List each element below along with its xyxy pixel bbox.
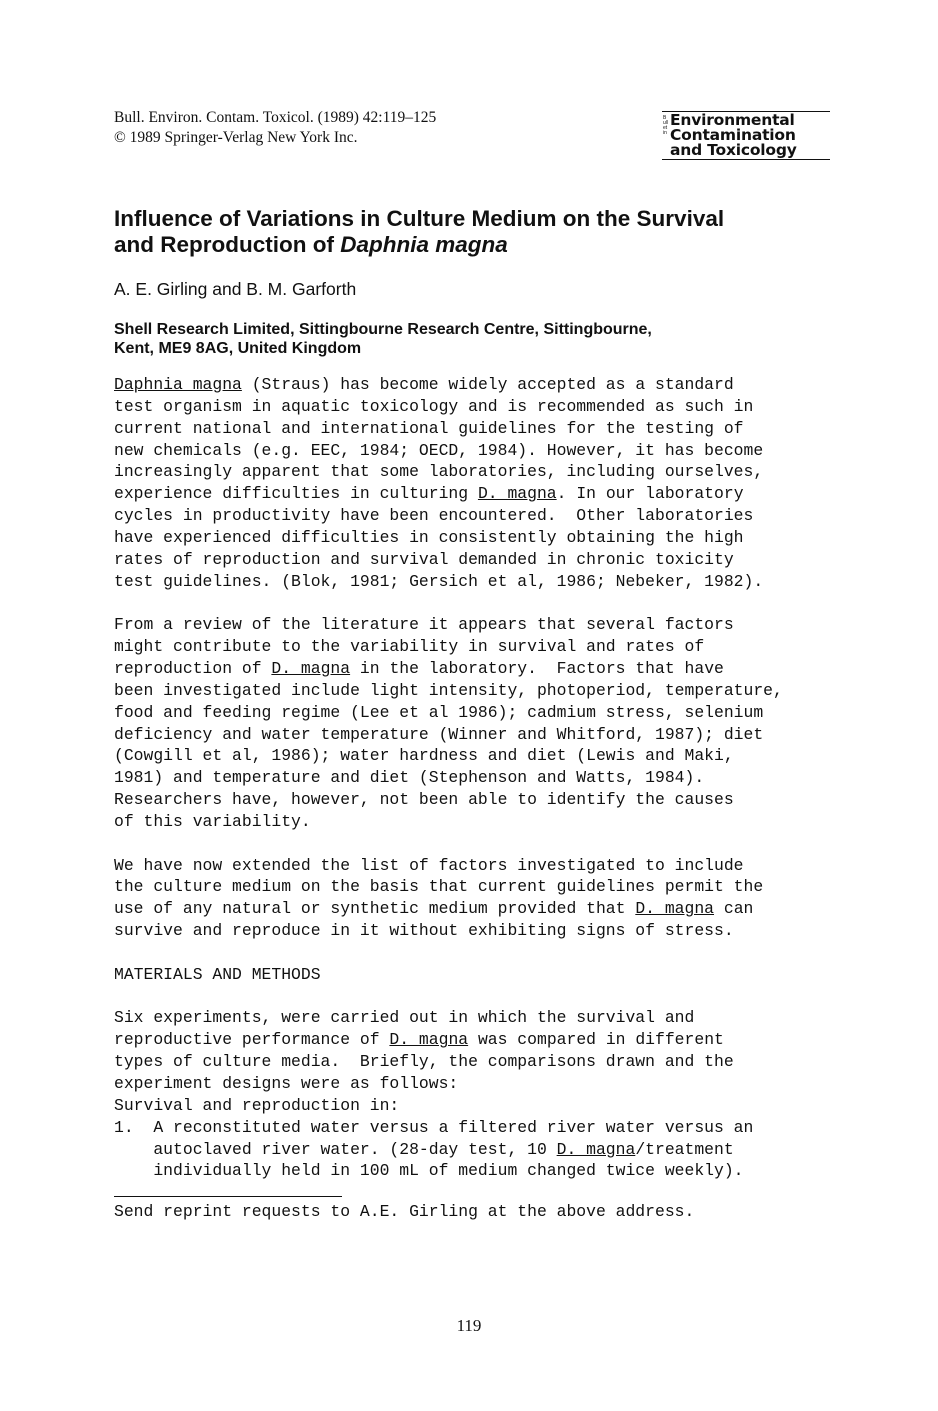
title-line-1: Influence of Variations in Culture Medium on the Survival [114,206,725,231]
paragraph-2: From a review of the literature it appears that several factors might contribute to the variability in survival and rates of reproduction of D. magna in the laboratory. Factors that have been investigated include light intensity, photoperiod, temperature, food and feeding regime (Lee et al 1986); cadmium stress, selenium deficiency and water temperature (Winner and Whitford, 1987); diet (Cowgill et al, 1986); water hardness and diet (Lewis and Maki, 1981) and temperature and diet (Stephenson and Watts, 1984). Researchers have, however, not been able to identify the causes of this variability. [114,615,783,831]
journal-logo-line2: Contamination [670,126,796,144]
article-body [114,374,874,1182]
journal-logo-line1: Environmental [670,111,795,129]
species-name: D. magna [389,1030,469,1050]
copyright-line: © 1989 Springer-Verlag New York Inc. [114,129,358,146]
paragraph-4: Six experiments, were carried out in which the survival and reproductive performance of D. magna was compared in different types of culture media. Briefly, the comparisons drawn and the experiment designs were as follows: Survival and reproduction in: 1. A reconstituted water versus a filtered river water versus an autoclaved river water. (28-day test, 10 D. magna/treatment individually held in 100 mL of medium changed twice weekly). [114,1007,874,1182]
section-heading: MATERIALS AND METHODS [114,964,321,984]
journal-logo-line3: and Toxicology [670,141,797,159]
paragraph-3: We have now extended the list of factors investigated to include the culture medium on the basis that current guidelines permit the use of any natural or synthetic medium provided that D. magna can survive and reproduce in it without exhibiting signs of stress. [114,855,764,941]
footnote: Send reprint requests to A.E. Girling at the above address. [114,1202,695,1221]
citation-block [114,108,436,148]
title-line-2: and Reproduction of Daphnia magna [114,232,508,257]
article-title [114,206,854,258]
footnote-rule [114,1196,342,1197]
authors: A. E. Girling and B. M. Garforth [114,279,357,299]
species-name: D. magna [477,484,557,504]
journal-citation: Bull. Environ. Contam. Toxicol. (1989) 42:119–125 [114,109,437,126]
species-name: Daphnia magna [114,375,242,394]
affiliation [114,320,854,358]
species-name: D. magna [556,1139,636,1159]
affiliation-line-1: Shell Research Limited, Sittingbourne Research Centre, Sittingbourne, [114,321,652,338]
list-item: 1. A reconstituted water versus a filtered river water versus an [114,1117,754,1137]
journal-logo [662,111,830,160]
species-name: D. magna [635,899,715,919]
page-number: 119 [456,1316,482,1335]
paragraph-1: Daphnia magna (Straus) has become widely accepted as a standard test organism in aquatic toxicology and is recommended as such in current national and international guidelines for the testing of new chemicals (e.g. EEC, 1984; OECD, 1984). However, it has become increasingly apparent that some laboratories, including ourselves, experience difficulties in culturing D. magna. In our laboratory cycles in productivity have been encountered. Other laboratories have experienced difficulties in consistently obtaining the high rates of reproduction and survival demanded in chronic toxicity test guidelines. (Blok, 1981; Gersich et al, 1986; Nebeker, 1982). [114,375,764,591]
species-name: D. magna [271,658,351,678]
title-species: Daphnia magna [340,232,508,257]
journal-logo-side-text: Bulletin [663,115,669,136]
affiliation-line-2: Kent, ME9 8AG, United Kingdom [114,340,362,357]
